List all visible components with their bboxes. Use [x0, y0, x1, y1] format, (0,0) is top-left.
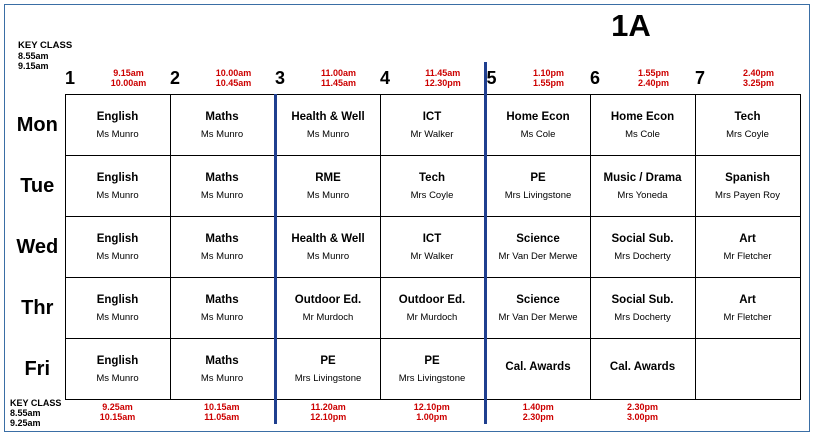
lesson-fri-5[interactable]	[485, 339, 590, 400]
lesson-teacher: Mr Fletcher	[723, 250, 772, 262]
lesson-thr-4[interactable]	[380, 278, 485, 339]
lesson-subject: English	[96, 293, 139, 306]
lesson-teacher: Ms Munro	[200, 128, 244, 140]
footer-times-1	[65, 400, 170, 425]
footer-times-row	[10, 400, 800, 425]
lesson-fri-6[interactable]	[590, 339, 695, 400]
period-header-row	[10, 62, 800, 95]
lesson-teacher: Ms Munro	[306, 250, 350, 262]
period-end-5: 1.55pm	[532, 78, 565, 88]
lesson-subject: English	[96, 110, 139, 123]
lesson-teacher: Mrs Docherty	[614, 311, 671, 323]
lesson-teacher: Ms Munro	[96, 372, 139, 384]
lesson-teacher: Mr Van Der Merwe	[498, 311, 578, 323]
lesson-fri-7[interactable]	[695, 339, 800, 400]
key-class-bottom-start: 8.55am	[10, 408, 41, 418]
lesson-tue-1[interactable]	[65, 156, 170, 217]
day-label-fri: Fri	[24, 357, 51, 380]
period-number-3: 3	[275, 67, 286, 88]
lesson-teacher: Ms Munro	[200, 189, 244, 201]
lesson-subject: Music / Drama	[603, 171, 682, 184]
lesson-tue-6[interactable]	[590, 156, 695, 217]
lesson-wed-6[interactable]	[590, 217, 695, 278]
lesson-wed-7[interactable]	[695, 217, 800, 278]
period-number-5: 5	[486, 67, 497, 88]
lesson-tue-4[interactable]	[380, 156, 485, 217]
lesson-subject: Home Econ	[506, 110, 570, 123]
period-end-3: 11.45am	[320, 78, 357, 88]
lesson-teacher: Mr Murdoch	[406, 311, 458, 323]
lesson-mon-3[interactable]	[275, 95, 380, 156]
lesson-tue-5[interactable]	[485, 156, 590, 217]
timetable-row-mon	[10, 95, 800, 156]
footer-times-6	[590, 400, 695, 425]
day-label-wed: Wed	[16, 235, 59, 258]
footer-end-5: 2.30pm	[522, 412, 554, 422]
lesson-teacher: Ms Munro	[200, 311, 244, 323]
footer-end-3: 12.10pm	[310, 412, 347, 422]
key-class-top-start: 8.55am	[18, 51, 49, 61]
lesson-subject: Maths	[205, 232, 239, 245]
footer-times-3	[275, 400, 380, 425]
period-end-1: 10.00am	[110, 78, 147, 88]
footer-start-6: 2.30pm	[626, 401, 659, 412]
lesson-subject: Spanish	[725, 171, 770, 184]
lesson-subject: ICT	[422, 110, 442, 123]
lesson-mon-1[interactable]	[65, 95, 170, 156]
key-class-bottom-end: 9.25am	[10, 418, 41, 428]
lesson-fri-1[interactable]	[65, 339, 170, 400]
lesson-wed-2[interactable]	[170, 217, 275, 278]
lesson-thr-1[interactable]	[65, 278, 170, 339]
footer-start-4: 12.10pm	[413, 401, 450, 412]
period-start-1: 9.15am	[113, 67, 144, 78]
lesson-fri-4[interactable]	[380, 339, 485, 400]
lesson-teacher: Ms Munro	[306, 189, 350, 201]
period-end-4: 12.30pm	[424, 78, 461, 88]
lesson-subject: PE	[320, 354, 336, 367]
footer-times-5	[485, 400, 590, 425]
lesson-wed-3[interactable]	[275, 217, 380, 278]
lesson-teacher: Ms Munro	[96, 189, 139, 201]
lesson-teacher: Ms Cole	[625, 128, 660, 140]
lesson-teacher: Mr Van Der Merwe	[498, 250, 578, 262]
lesson-subject: Science	[516, 293, 560, 306]
footer-end-1: 10.15am	[99, 412, 136, 422]
footer-end-4: 1.00pm	[416, 412, 448, 422]
lesson-subject: English	[96, 232, 139, 245]
footer-times-4	[380, 400, 485, 425]
lesson-tue-2[interactable]	[170, 156, 275, 217]
period-start-6: 1.55pm	[637, 67, 670, 78]
timetable-row-tue	[10, 156, 800, 217]
lesson-mon-2[interactable]	[170, 95, 275, 156]
lesson-subject: Health & Well	[291, 232, 365, 245]
lesson-subject: English	[96, 171, 139, 184]
timetable-row-thr	[10, 278, 800, 339]
lesson-subject: Social Sub.	[611, 232, 674, 245]
lesson-teacher: Mr Walker	[410, 128, 454, 140]
lesson-fri-2[interactable]	[170, 339, 275, 400]
lesson-thr-6[interactable]	[590, 278, 695, 339]
lesson-subject: Maths	[205, 354, 239, 367]
period-times-2	[192, 62, 275, 95]
lesson-wed-5[interactable]	[485, 217, 590, 278]
day-label-thr: Thr	[21, 296, 54, 319]
footer-end-6: 3.00pm	[626, 412, 659, 422]
period-times-6	[612, 62, 695, 95]
lesson-teacher: Mrs Livingstone	[294, 372, 362, 384]
lesson-thr-3[interactable]	[275, 278, 380, 339]
footer-start-5: 1.40pm	[522, 401, 554, 412]
lesson-teacher: Ms Munro	[306, 128, 350, 140]
lesson-subject: PE	[424, 354, 440, 367]
lesson-subject: RME	[315, 171, 341, 184]
footer-start-3: 11.20am	[310, 401, 346, 412]
key-class-top-end: 9.15am	[18, 61, 49, 71]
lesson-subject: Cal. Awards	[609, 361, 676, 373]
lesson-subject: PE	[530, 171, 546, 184]
corner-spacer	[10, 62, 65, 95]
period-number-6: 6	[590, 67, 601, 88]
lesson-teacher: Ms Munro	[96, 250, 139, 262]
period-number-1: 1	[65, 67, 76, 88]
period-end-6: 2.40pm	[637, 78, 670, 88]
lesson-teacher: Ms Munro	[96, 311, 139, 323]
lesson-subject: Outdoor Ed.	[294, 293, 362, 306]
lesson-fri-3[interactable]	[275, 339, 380, 400]
period-times-7	[717, 62, 800, 95]
lesson-teacher: Mr Murdoch	[302, 311, 354, 323]
lesson-mon-4[interactable]	[380, 95, 485, 156]
lesson-mon-7[interactable]	[695, 95, 800, 156]
lesson-teacher: Ms Munro	[96, 128, 139, 140]
lesson-subject: Cal. Awards	[505, 361, 571, 373]
page-title: 1A	[611, 8, 651, 43]
lesson-teacher: Mrs Livingstone	[504, 189, 572, 201]
lesson-teacher: Mrs Coyle	[726, 128, 769, 140]
lesson-subject: Tech	[419, 171, 445, 184]
timetable-grid	[10, 62, 800, 424]
period-times-4	[402, 62, 485, 95]
lesson-subject: Art	[739, 293, 756, 306]
period-number-4: 4	[380, 67, 391, 88]
period-start-3: 11.00am	[320, 67, 357, 78]
period-times-3	[297, 62, 380, 95]
lesson-subject: ICT	[422, 232, 442, 245]
lesson-subject: Maths	[205, 171, 239, 184]
lesson-mon-5[interactable]	[485, 95, 590, 156]
footer-spacer	[10, 400, 65, 425]
footer-end-2: 11.05am	[204, 412, 240, 422]
lesson-subject: Art	[739, 232, 756, 245]
footer-times-2	[170, 400, 275, 425]
day-label-mon: Mon	[16, 113, 58, 136]
period-start-5: 1.10pm	[532, 67, 565, 78]
lesson-subject: Tech	[734, 110, 761, 123]
lesson-thr-2[interactable]	[170, 278, 275, 339]
lesson-subject: Maths	[205, 110, 239, 123]
lesson-teacher: Mrs Livingstone	[398, 372, 466, 384]
lesson-tue-3[interactable]	[275, 156, 380, 217]
lesson-subject: Health & Well	[291, 110, 365, 123]
period-start-4: 11.45am	[425, 67, 461, 78]
day-label-tue: Tue	[20, 174, 55, 197]
footer-times-7	[695, 400, 800, 425]
lesson-teacher: Mr Fletcher	[723, 311, 772, 323]
period-number-2: 2	[170, 67, 181, 88]
lesson-teacher: Ms Munro	[200, 250, 244, 262]
period-number-7: 7	[695, 67, 706, 88]
footer-start-1: 9.25am	[102, 401, 133, 412]
lesson-subject: Social Sub.	[611, 293, 674, 306]
period-end-2: 10.45am	[215, 78, 252, 88]
lesson-wed-1[interactable]	[65, 217, 170, 278]
period-start-2: 10.00am	[215, 67, 252, 78]
lesson-subject: Home Econ	[610, 110, 675, 123]
lesson-wed-4[interactable]	[380, 217, 485, 278]
key-class-label-bottom: KEY CLASS	[10, 398, 62, 408]
footer-start-2: 10.15am	[203, 401, 240, 412]
lesson-subject: Science	[516, 232, 560, 245]
period-end-7: 3.25pm	[742, 78, 775, 88]
lesson-tue-7[interactable]	[695, 156, 800, 217]
lesson-teacher: Ms Cole	[520, 128, 556, 140]
period-times-5	[507, 62, 590, 95]
lesson-subject: Maths	[205, 293, 239, 306]
lesson-teacher: Ms Munro	[200, 372, 244, 384]
lesson-subject: Outdoor Ed.	[398, 293, 466, 306]
key-class-label-top: KEY CLASS	[18, 40, 73, 51]
timetable-row-fri	[10, 339, 800, 400]
lesson-teacher: Mrs Yoneda	[617, 189, 668, 201]
lesson-thr-5[interactable]	[485, 278, 590, 339]
lesson-teacher: Mr Walker	[410, 250, 454, 262]
lesson-mon-6[interactable]	[590, 95, 695, 156]
lesson-subject: English	[96, 354, 139, 367]
timetable-row-wed	[10, 217, 800, 278]
lesson-thr-7[interactable]	[695, 278, 800, 339]
lesson-teacher: Mrs Coyle	[410, 189, 454, 201]
period-times-1	[87, 62, 170, 95]
period-start-7: 2.40pm	[742, 67, 775, 78]
lesson-teacher: Mrs Docherty	[614, 250, 671, 262]
lesson-teacher: Mrs Payen Roy	[715, 189, 780, 201]
